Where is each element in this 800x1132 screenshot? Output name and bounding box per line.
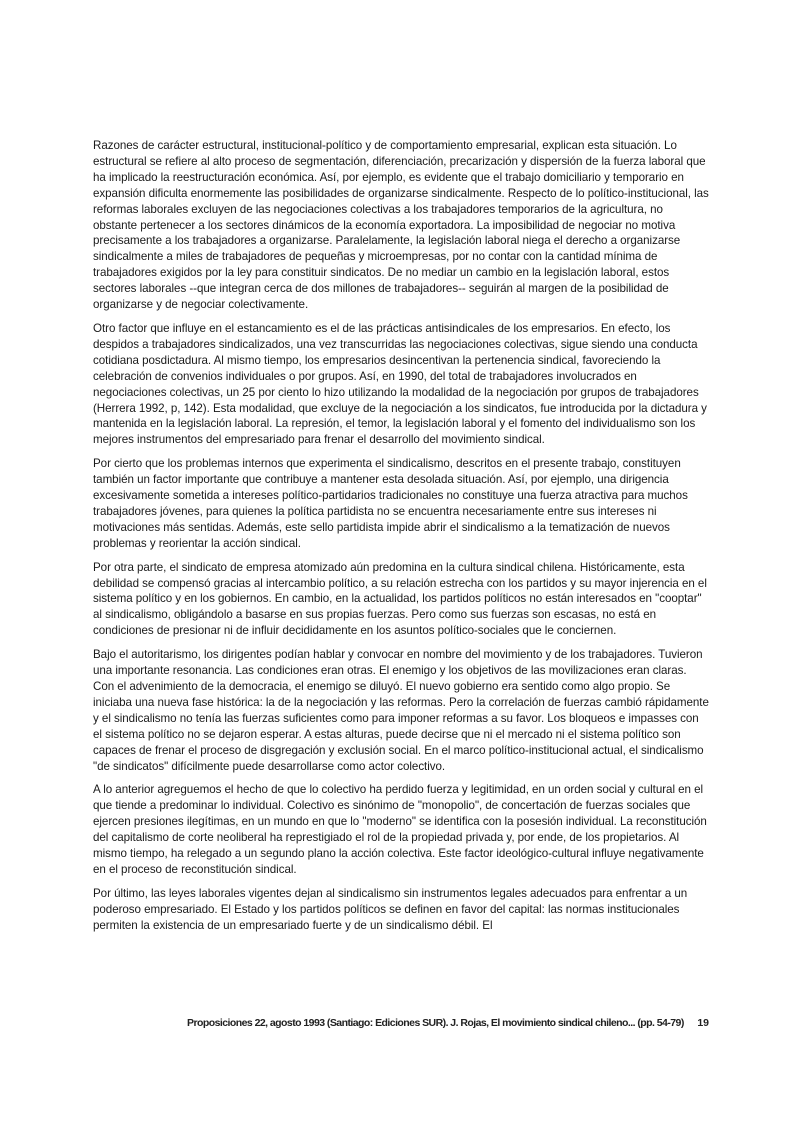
page-number: 19: [697, 1017, 709, 1029]
page-body: [93, 138, 709, 942]
paragraph-6: A lo anterior agreguemos el hecho de que lo colectivo ha perdido fuerza y legitimidad, en un orden social y cultural en el que tiende a predominar lo individual. Colectivo es sinónimo de "monopolio", de concertación de fuerzas sociales que ejercen presiones ilegítimas, en un mundo en que lo "moderno" se identifica con la posesión individual. La reconstitución del capitalismo de corte neoliberal ha represtigiado el rol de la propiedad privada y, por ende, de los propietarios. Al mismo tiempo, ha relegado a un segundo plano la acción colectiva. Este factor ideológico-cultural influye negativamente en el proceso de reconstitución sindical.: [93, 783, 707, 876]
paragraph-1: Razones de carácter estructural, institucional-político y de comportamiento empresarial, explican esta situación. Lo estructural se refiere al alto proceso de segmentación, diferenciación, precarización y dispersión de la fuerza laboral que ha implicado la reestructuración económica. Así, por ejemplo, es evidente que el trabajo domiciliario y temporario en expansión dificulta enormemente las posibilidades de organizarse sindicalmente. Respecto de lo político-institucional, las reformas laborales excluyen de las negociaciones colectivas a los trabajadores temporarios de la agricultura, no obstante pertenecer a los sectores dinámicos de la economía exportadora. La imposibilidad de negociar no motiva precisamente a los trabajadores a organizarse. Paralelamente, la legislación laboral niega el derecho a organizarse sindicalmente a miles de trabajadores de pequeñas y microempresas, por no contar con la cantidad mínima de trabajadores exigidos por la ley para constituir sindicatos. De no mediar un cambio en la legislación laboral, estos sectores laborales --que integran cerca de dos millones de trabajadores-- seguirán al margen de la posibilidad de organizarse y de negociar colectivamente.: [93, 139, 709, 312]
paragraph-5: Bajo el autoritarismo, los dirigentes podían hablar y convocar en nombre del movimiento y de los trabajadores. Tuvieron una importante resonancia. Las condiciones eran otras. El enemigo y los objetivos de las movilizaciones eran claras. Con el advenimiento de la democracia, el enemigo se diluyó. El nuevo gobierno era sentido como algo propio. Se iniciaba una nueva fase histórica: la de la negociación y las reformas. Pero la correlación de fuerzas cambió rápidamente y el sindicalismo no tenía las fuerzas suficientes como para imponer reformas a su favor. Los bloqueos e impasses con el sistema político no se dejaron esperar. A estas alturas, puede decirse que ni el mercado ni el sistema político son capaces de frenar el proceso de disgregación y exclusión social. En el marco político-institucional actual, el sindicalismo "de sindicatos" difícilmente puede desarrollarse como actor colectivo.: [93, 648, 709, 773]
footer-citation: Proposiciones 22, agosto 1993 (Santiago: Ediciones SUR). J. Rojas, El movimiento sindical chileno... (pp. 54-79): [187, 1017, 684, 1029]
page-footer: [187, 1017, 709, 1029]
paragraph-4: Por otra parte, el sindicato de empresa atomizado aún predomina en la cultura sindical chilena. Históricamente, esta debilidad se compensó gracias al intercambio político, a su relación estrecha con los partidos y su mayor injerencia en el sistema político y en los gobiernos. En cambio, en la actualidad, los partidos políticos no están interesados en "cooptar" al sindicalismo, obligándolo a basarse en sus propias fuerzas. Pero como sus fuerzas son escasas, no está en condiciones de presionar ni de influir decididamente en los asuntos político-sociales que le conciernen.: [93, 560, 707, 638]
paragraph-7: Por último, las leyes laborales vigentes dejan al sindicalismo sin instrumentos legales adecuados para enfrentar a un poderoso empresariado. El Estado y los partidos políticos se definen en favor del capital: las normas institucionales permiten la existencia de un empresariado fuerte y de un sindicalismo débil. El: [93, 886, 688, 932]
paragraph-2: Otro factor que influye en el estancamiento es el de las prácticas antisindicales de los empresarios. En efecto, los despidos a trabajadores sindicalizados, una vez transcurridas las negociaciones colectivas, sigue siendo una conducta cotidiana posdictadura. Al mismo tiempo, los empresarios desincentivan la pertenencia sindical, favoreciendo la celebración de convenios individuales o por grupos. Así, en 1990, del total de trabajadores involucrados en negociaciones colectivas, un 25 por ciento lo hizo utilizando la modalidad de la negociación por grupos de trabajadores (Herrera 1992, p, 142). Esta modalidad, que excluye de la negociación a los sindicatos, fue introducida por la dictadura y mantenida en la legislación laboral. La represión, el temor, la legislación laboral y el fomento del individualismo son los mejores instrumentos del empresariado para frenar el desarrollo del movimiento sindical.: [93, 321, 707, 447]
paragraph-3: Por cierto que los problemas internos que experimenta el sindicalismo, descritos en el presente trabajo, constituyen también un factor importante que contribuye a mantener esta desolada situación. Así, por ejemplo, una dirigencia excesivamente sometida a intereses político-partidarios tradicionales no constituye una fuerza atractiva para muchos trabajadores jóvenes, para quienes la política partidista no se encuentra necesariamente entre sus intereses ni motivaciones más sentidas. Además, este sello partidista impide abrir el sindicalismo a la tematización de nuevos problemas y reorientar la acción sindical.: [93, 457, 688, 550]
